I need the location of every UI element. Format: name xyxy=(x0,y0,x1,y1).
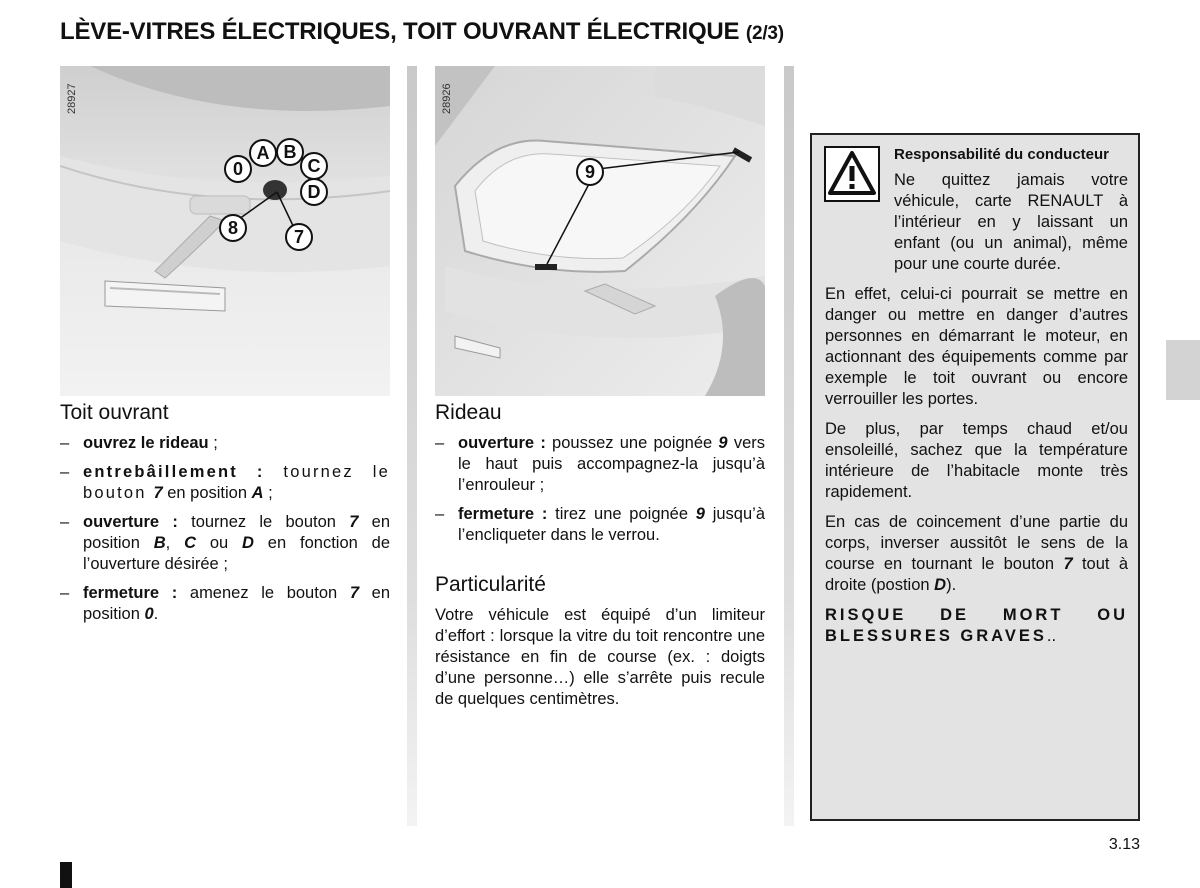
risk-end: .. xyxy=(1046,627,1057,645)
dash: – xyxy=(60,584,70,602)
chapter-tab xyxy=(1166,340,1200,400)
dash: – xyxy=(435,434,445,452)
warning-paragraph xyxy=(825,512,1128,596)
figure-number: 28926 xyxy=(441,83,453,114)
callout-d: D xyxy=(300,178,328,206)
key-ref: 9 xyxy=(718,434,728,452)
dash: – xyxy=(60,434,70,452)
title-suffix: (2/3) xyxy=(745,23,784,44)
key-ref: 7 xyxy=(349,513,359,531)
callout-8: 8 xyxy=(219,214,247,242)
warning-risk xyxy=(825,605,1128,647)
list-item xyxy=(60,583,390,625)
item-label: fermeture : xyxy=(83,584,178,602)
figure-sunroof-blind xyxy=(435,66,765,396)
crop-mark xyxy=(60,862,72,888)
item-text: vers le haut puis accompagnez-la jusqu’à l’enrouleur ; xyxy=(458,434,765,494)
warning-box xyxy=(810,133,1140,821)
warning-title: Responsabilité du conducteur xyxy=(894,146,1110,163)
warning-text: En cas de coincement d’une partie du corps, inverser aussitôt le sens de la course en tournant le bouton xyxy=(825,513,1128,573)
dash: – xyxy=(60,463,70,481)
item-text: en position xyxy=(83,584,390,623)
title-text: LÈVE-VITRES ÉLECTRIQUES, TOIT OUVRANT ÉLECTRIQUE xyxy=(60,18,740,45)
item-text: tournez le bouton xyxy=(83,463,391,502)
key-ref: D xyxy=(934,576,947,594)
dash: – xyxy=(435,505,445,523)
item-text: en position xyxy=(83,513,391,552)
warning-text: tout à droite (postion xyxy=(825,555,1129,594)
particularite-text: Votre véhicule est équipé d’un limiteur d’effort : lorsque la vitre du toit rencontre une résistance en fin de course (ex. : doigts d’une personne…) elle s’arrête puis recule de quelques centimètres. xyxy=(435,606,765,708)
callout-9: 9 xyxy=(576,158,604,186)
warning-paragraph: De plus, par temps chaud et/ou ensoleillé, sachez que la température intérieure de l’habitacle monte très rapidement. xyxy=(825,420,1128,501)
callout-0: 0 xyxy=(224,155,252,183)
page-number: 3.13 xyxy=(1108,836,1140,853)
item-text: ; xyxy=(263,484,273,502)
item-text: jusqu’à l’encliqueter dans le verrou. xyxy=(458,505,766,544)
section-heading: Rideau xyxy=(435,401,502,424)
section-heading: Particularité xyxy=(435,573,546,596)
column-separator xyxy=(784,66,794,826)
item-label: ouverture : xyxy=(458,434,546,452)
item-text: . xyxy=(153,605,159,623)
item-label: ouvrez le rideau xyxy=(83,434,209,452)
warning-text: ). xyxy=(946,576,957,594)
callout-c: C xyxy=(300,152,328,180)
key-ref: 7 xyxy=(349,584,359,602)
section-heading: Toit ouvrant xyxy=(60,401,169,424)
key-ref: B xyxy=(153,534,166,552)
key-ref: 9 xyxy=(695,505,705,523)
key-ref: A xyxy=(251,484,264,502)
item-text: , xyxy=(165,534,185,552)
callout-7: 7 xyxy=(285,223,313,251)
warning-paragraph: Ne quittez jamais votre véhicule, carte RENAULT à l’intérieur en y laissant un enfant (ou un animal), même pour une courte durée. xyxy=(894,171,1128,273)
item-text: tournez le bouton xyxy=(177,513,350,531)
key-ref: D xyxy=(242,534,254,552)
key-ref: C xyxy=(184,534,196,552)
sunroof-illustration xyxy=(435,66,765,396)
item-text: poussez une poignée xyxy=(545,434,719,452)
item-text: en position xyxy=(162,484,252,502)
risk-text: RISQUE DE MORT OU BLESSURES GRAVES xyxy=(825,606,1128,645)
key-ref: 7 xyxy=(153,484,163,502)
page-title xyxy=(60,18,784,46)
key-ref: 0 xyxy=(144,605,154,623)
figure-roof-console xyxy=(60,66,390,396)
list-item xyxy=(435,433,765,496)
warning-paragraph: En effet, celui-ci pourrait se mettre en danger ou mettre en danger d’autres personnes en démarrant le moteur, en actionnant des équipements comme par exemple le toit ouvrant ou encore verrouiller les portes. xyxy=(825,285,1128,408)
figure-number: 28927 xyxy=(66,83,78,114)
column-separator xyxy=(407,66,417,826)
warning-content xyxy=(825,145,1128,656)
section-toit-ouvrant xyxy=(60,400,390,633)
item-label: fermeture : xyxy=(458,505,548,523)
item-text: ou xyxy=(196,534,243,552)
callout-a: A xyxy=(249,139,277,167)
dash: – xyxy=(60,513,70,531)
list-item xyxy=(435,504,765,546)
section-rideau xyxy=(435,400,765,710)
item-label: entrebâillement : xyxy=(83,463,265,481)
list-item xyxy=(60,512,390,575)
callout-b: B xyxy=(276,138,304,166)
item-text: ; xyxy=(208,434,218,452)
key-ref: 7 xyxy=(1063,555,1073,573)
item-label: ouverture : xyxy=(83,513,178,531)
item-text: en fonction de l’ouverture désirée ; xyxy=(83,534,390,573)
list-item xyxy=(60,433,390,454)
item-text: tirez une poignée xyxy=(547,505,696,523)
list-item xyxy=(60,462,390,504)
item-text: amenez le bouton xyxy=(177,584,350,602)
